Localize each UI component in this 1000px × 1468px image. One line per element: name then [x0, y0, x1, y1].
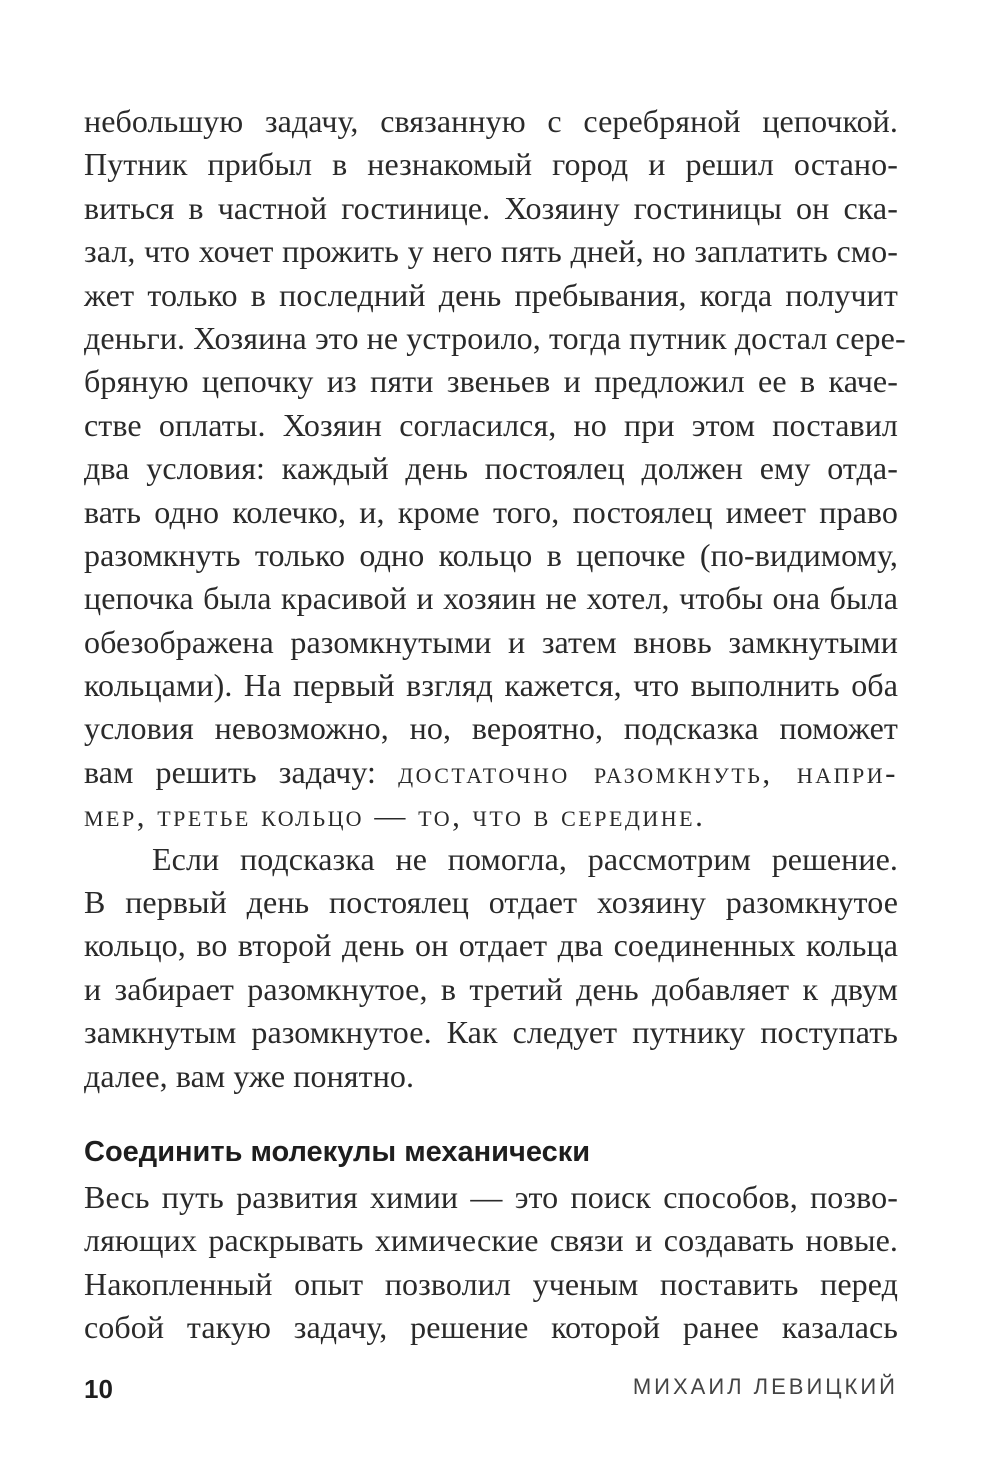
text-line: Весь путь развития химии — это поиск способов, позво- — [84, 1178, 898, 1215]
page-number: 10 — [84, 1374, 113, 1404]
section-heading: Соединить молекулы механически — [84, 1135, 591, 1168]
running-author: МИХАИЛ ЛЕВИЦКИЙ — [632, 1374, 898, 1399]
text-line: далее, вам уже понятно. — [84, 1057, 415, 1094]
text-line: два условия: каждый день постоялец должен ему отда- — [84, 450, 898, 487]
text-line: цепочка была красивой и хозяин не хотел, чтобы она была — [84, 580, 898, 617]
text-line: бряную цепочку из пяти звеньев и предложил ее в каче- — [84, 363, 898, 400]
text-line: и забирает разомкнутое, в третий день добавляет к двум — [84, 970, 898, 1007]
text-line: замкнутым разомкнутое. Как следует путнику поступать — [84, 1014, 898, 1051]
text-line: стве оплаты. Хозяин согласился, но при этом поставил — [84, 406, 898, 443]
hint-small-caps: достаточно разомкнуть, напри- — [398, 754, 898, 790]
paragraph-chemistry — [84, 1176, 898, 1350]
text-line: Накопленный опыт позволил ученым поставить перед — [84, 1265, 898, 1302]
text-line: жет только в последний день пребывания, когда получит — [84, 276, 898, 313]
hint-line — [84, 794, 898, 837]
text-line: Путник прибыл в незнакомый город и решил остано- — [84, 146, 898, 183]
text-line: обезображена разомкнутыми и затем вновь замкнутыми — [84, 623, 898, 660]
text-line: разомкнуть только одно кольцо в цепочке (по-видимому, — [84, 536, 898, 573]
text-line: Если подсказка не помогла, рассмотрим решение. — [152, 840, 898, 877]
text-line: кольцами). На первый взгляд кажется, что выполнить оба — [84, 667, 898, 704]
text-line: виться в частной гостинице. Хозяину гостиницы он ска- — [84, 189, 898, 226]
page-body — [84, 100, 906, 1350]
text-line: деньги. Хозяина это не устроило, тогда путник достал сере- — [84, 319, 906, 356]
hint-lead-text: вам решить задачу: — [84, 753, 399, 790]
hint-small-caps: мер, третье кольцо — то, что в середине. — [84, 798, 706, 834]
paragraph-solution — [84, 838, 898, 1098]
paragraph-chain-puzzle — [84, 100, 906, 838]
text-line: зал, что хочет прожить у него пять дней, но заплатить смо- — [84, 233, 898, 270]
text-line: собой такую задачу, решение которой ранее казалась — [84, 1309, 898, 1346]
text-line: вать одно колечко, и, кроме того, постоялец имеет право — [84, 493, 898, 530]
text-line: кольцо, во второй день он отдает два соединенных кольца — [84, 927, 898, 964]
page-footer — [84, 1374, 898, 1414]
text-line: В первый день постоялец отдает хозяину разомкнутое — [84, 884, 898, 921]
text-line: небольшую задачу, связанную с серебряной цепочкой. — [84, 103, 898, 139]
hint-line — [84, 751, 898, 794]
text-line: условия невозможно, но, вероятно, подсказка поможет — [84, 710, 898, 747]
text-line: ляющих раскрывать химические связи и создавать новые. — [84, 1222, 898, 1259]
